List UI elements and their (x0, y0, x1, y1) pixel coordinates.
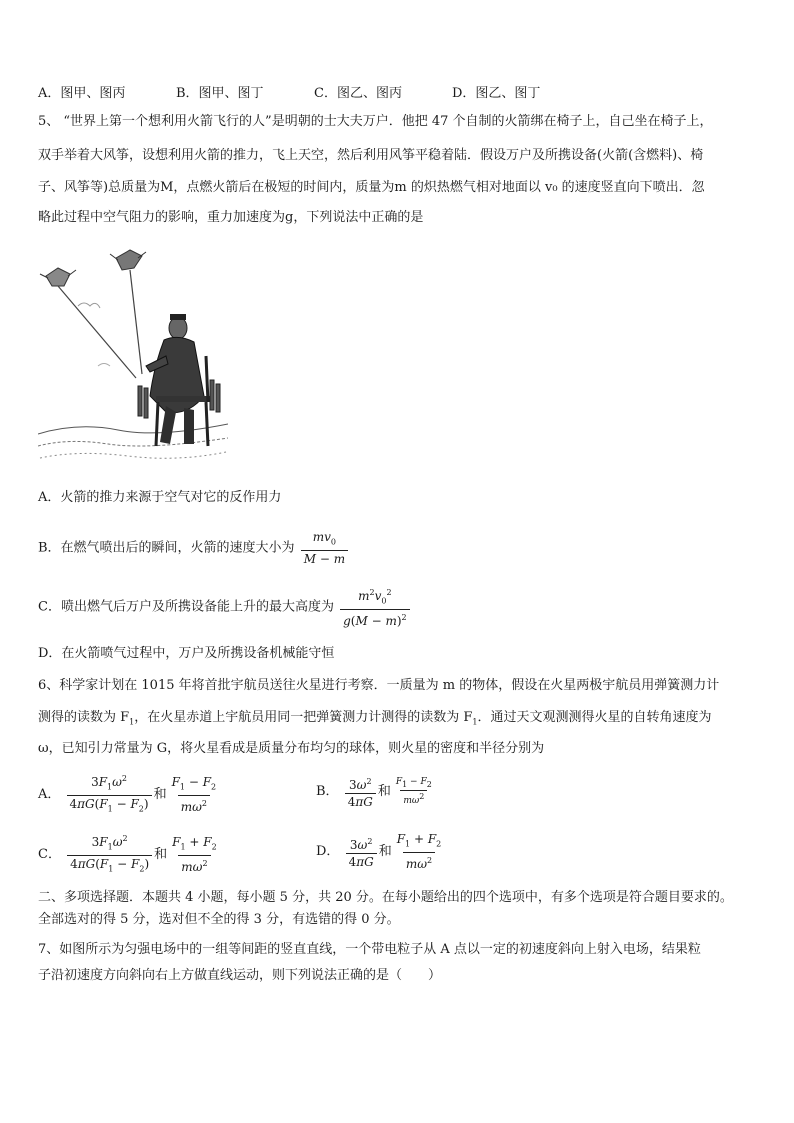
q6-stem-line-2-part-c: ．通过天文观测测得火星的自转角速度为 (477, 710, 712, 725)
q6-option-b[interactable] (316, 772, 437, 812)
q4-option-c[interactable]: C．图乙、图丙 (314, 86, 402, 101)
q5-option-c-text: C．喷出燃气后万户及所携设备能上升的最大高度为 (38, 599, 334, 615)
q6-option-c-label: C． (38, 846, 61, 862)
wan-hu-rocket-chair-illustration (38, 246, 228, 470)
q6-option-d[interactable] (316, 832, 446, 872)
q5-option-a[interactable]: A．火箭的推力来源于空气对它的反作用力 (38, 490, 282, 505)
q6-stem-line-3: ω，已知引力常量为 G，将火星看成是质量分布均匀的球体，则火星的密度和半径分别为 (38, 741, 545, 756)
q4-option-b[interactable]: B．图甲、图丁 (176, 86, 264, 101)
q6-option-d-label: D． (316, 844, 340, 860)
section-2-heading-line-2: 全部选对的得 5 分，选对但不全的得 3 分，有选错的得 0 分。 (38, 912, 400, 927)
q5-stem-line-1: 5、 “世界上第一个想利用火箭飞行的人”是明朝的士大夫万户．他把 47 个自制的火箭绑在椅子上，自己坐在椅子上， (38, 114, 713, 129)
q7-stem-line-2: 子沿初速度方向斜向右上方做直线运动，则下列说法正确的是（ ） (38, 968, 442, 983)
q5-option-b-text: B．在燃气喷出后的瞬间，火箭的速度大小为 (38, 540, 295, 556)
q5-option-d[interactable]: D．在火箭喷气过程中，万户及所携设备机械能守恒 (38, 646, 335, 661)
q5-option-c[interactable] (38, 586, 412, 628)
rocket-chair-drawing (38, 246, 228, 470)
q5-stem-line-3: 子、风筝等)总质量为M，点燃火箭后在极短的时间内，质量为m 的炽热燃气相对地面以 v₀ 的速度竖直向下喷出．忽 (38, 180, 705, 195)
q4-option-d[interactable]: D．图乙、图丁 (452, 86, 541, 101)
q4-options (38, 82, 540, 101)
q6-option-a-radius: $\frac{F_1 - F_2}{m\omega^2}$ (171, 774, 217, 815)
q6-option-b-density: $\frac{3\omega^2}{4\pi G}$ (345, 775, 376, 809)
q5-stem-line-2: 双手举着大风筝，设想利用火箭的推力，飞上天空，然后利用风筝平稳着陆．假设万户及所携设备(火箭(含燃料)、椅 (38, 148, 704, 163)
q6-option-a-connector: 和 (153, 786, 167, 802)
q6-stem-line-2-part-b: ，在火星赤道上宇航员用同一把弹簧测力计测得的读数为 F (134, 710, 473, 725)
q6-option-c-density: $\frac{3F_1\omega^2}{4\pi G(F_1 - F_2)}$ (67, 832, 152, 877)
q6-option-d-connector: 和 (378, 844, 392, 860)
section-2-heading-line-1: 二、多项选择题．本题共 4 小题，每小题 5 分，共 20 分。在每小题给出的四个选项中，有多个选项是符合题目要求的。 (38, 890, 733, 905)
q6-stem-line-1: 6、科学家计划在 1015 年将首批宇航员送往火星进行考察．一质量为 m 的物体，假设在火星两极宇航员用弹簧测力计 (38, 678, 720, 693)
q5-option-b[interactable] (38, 530, 350, 566)
q6-option-c-connector: 和 (154, 846, 168, 862)
q6-option-b-label: B． (316, 784, 339, 799)
q6-stem-line-2-part-a: 测得的读数为 F (38, 710, 130, 725)
q7-stem-line-1: 7、如图所示为匀强电场中的一组等间距的竖直直线，一个带电粒子从 A 点以一定的初速度斜向上射入电场，结果粒 (38, 942, 701, 957)
q6-option-a[interactable] (38, 772, 221, 817)
q6-option-d-radius: $\frac{F_1 + F_2}{m\omega^2}$ (396, 832, 442, 872)
q6-option-c[interactable] (38, 832, 222, 877)
q6-option-c-radius: $\frac{F_1 + F_2}{m\omega^2}$ (172, 834, 217, 875)
q6-option-b-connector: 和 (377, 784, 391, 799)
q6-option-a-density: $\frac{3F_1\omega^2}{4\pi G(F_1 - F_2)}$ (67, 772, 152, 817)
q6-stem-line-2 (38, 708, 712, 733)
q6-f1-subscript-2: 1 (472, 717, 478, 727)
q6-option-d-density: $\frac{3\omega^2}{4\pi G}$ (346, 835, 377, 869)
q5-stem-line-4: 略此过程中空气阻力的影响，重力加速度为g，下列说法中正确的是 (38, 210, 424, 225)
q5-option-b-formula: $\frac{mv_0}{M - m}$ (301, 530, 348, 566)
q6-f1-subscript: 1 (129, 717, 135, 727)
q6-option-a-label: A． (38, 786, 61, 802)
q6-option-b-radius: $\frac{F_1 - F_2}{m\omega^2}$ (395, 776, 432, 807)
q4-option-a[interactable]: A．图甲、图丙 (38, 86, 126, 101)
q5-option-c-formula: $\frac{m^2v_0^2}{g(M - m)^2}$ (340, 586, 410, 628)
